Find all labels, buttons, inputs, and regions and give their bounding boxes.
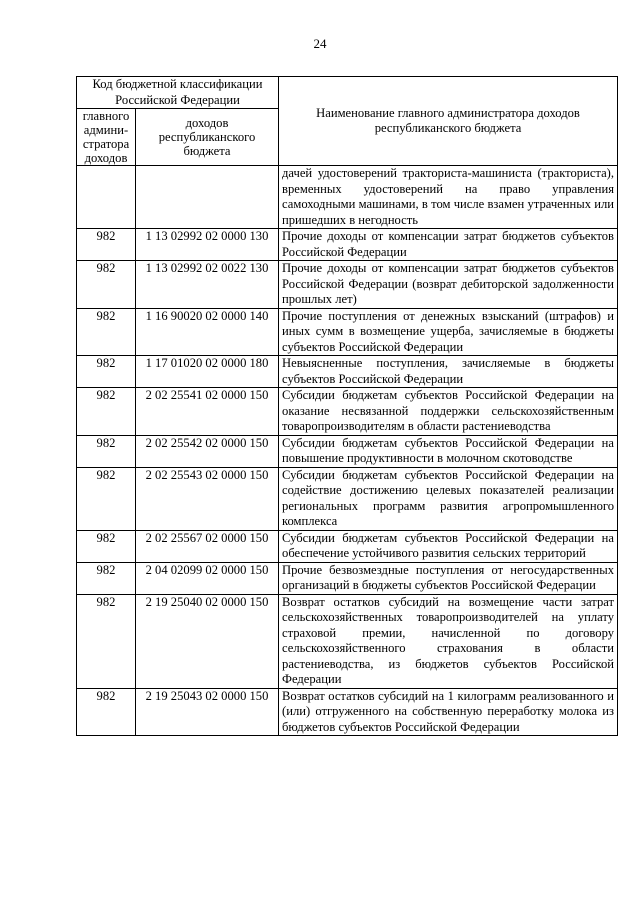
admin-cell: 982: [77, 467, 136, 530]
header-admin-column: главного админи-стратора доходов: [77, 109, 136, 166]
header-group-classification: Код бюджетной классификации Российской Федерации: [77, 77, 279, 109]
name-cell: Возврат остатков субсидий на 1 килограмм реализованного и (или) отгруженного на собственную переработку молока из бюджетов субъектов Российской Федерации: [279, 688, 618, 736]
name-cell: Возврат остатков субсидий на возмещение части затрат сельскохозяйственных товаропроизводителей на уплату страховой премии, начисленной по договору сельскохозяйственного страхования в области растениеводства, из бюджетов субъектов Российской Федерации: [279, 594, 618, 688]
code-cell: [136, 166, 279, 229]
table-row: [77, 435, 618, 467]
table-row: [77, 467, 618, 530]
code-cell: 1 13 02992 02 0000 130: [136, 229, 279, 261]
header-name-column: Наименование главного администратора доходов республиканского бюджета: [279, 77, 618, 166]
code-cell: 2 04 02099 02 0000 150: [136, 562, 279, 594]
name-cell-continuation: дачей удостоверений тракториста-машиниста (тракториста), временных удостоверений на право управления самоходными машинами, в том числе взамен утраченных или пришедших в негодность: [279, 166, 618, 229]
page-number: 24: [313, 36, 327, 51]
budget-classification-table: [76, 76, 618, 736]
table-row: [77, 530, 618, 562]
admin-cell: 982: [77, 356, 136, 388]
name-cell: Субсидии бюджетам субъектов Российской Федерации на повышение продуктивности в молочном скотоводстве: [279, 435, 618, 467]
admin-cell: 982: [77, 261, 136, 309]
admin-cell: 982: [77, 435, 136, 467]
admin-cell: 982: [77, 530, 136, 562]
admin-cell: [77, 166, 136, 229]
table-row-continuation: [77, 166, 618, 229]
table-row: [77, 356, 618, 388]
admin-cell: 982: [77, 688, 136, 736]
code-cell: 1 13 02992 02 0022 130: [136, 261, 279, 309]
name-cell: Прочие доходы от компенсации затрат бюджетов субъектов Российской Федерации (возврат дебиторской задолженности прошлых лет): [279, 261, 618, 309]
table-row: [77, 688, 618, 736]
name-cell: Невыясненные поступления, зачисляемые в бюджеты субъектов Российской Федерации: [279, 356, 618, 388]
code-cell: 1 17 01020 02 0000 180: [136, 356, 279, 388]
name-cell: Субсидии бюджетам субъектов Российской Федерации на оказание несвязанной поддержки сельскохозяйственным товаропроизводителям в области растениеводства: [279, 388, 618, 436]
admin-cell: 982: [77, 388, 136, 436]
admin-cell: 982: [77, 229, 136, 261]
table-row: [77, 261, 618, 309]
table-row: [77, 308, 618, 356]
code-cell: 2 02 25543 02 0000 150: [136, 467, 279, 530]
table-row: [77, 388, 618, 436]
admin-cell: 982: [77, 308, 136, 356]
code-cell: 1 16 90020 02 0000 140: [136, 308, 279, 356]
table-row: [77, 229, 618, 261]
table-row: [77, 562, 618, 594]
name-cell: Субсидии бюджетам субъектов Российской Федерации на обеспечение устойчивого развития сельских территорий: [279, 530, 618, 562]
code-cell: 2 19 25043 02 0000 150: [136, 688, 279, 736]
admin-cell: 982: [77, 562, 136, 594]
code-cell: 2 19 25040 02 0000 150: [136, 594, 279, 688]
code-cell: 2 02 25567 02 0000 150: [136, 530, 279, 562]
code-cell: 2 02 25542 02 0000 150: [136, 435, 279, 467]
admin-cell: 982: [77, 594, 136, 688]
code-cell: 2 02 25541 02 0000 150: [136, 388, 279, 436]
header-code-column: доходов республиканского бюджета: [136, 109, 279, 166]
name-cell: Прочие доходы от компенсации затрат бюджетов субъектов Российской Федерации: [279, 229, 618, 261]
name-cell: Прочие поступления от денежных взысканий (штрафов) и иных сумм в возмещение ущерба, зачисляемые в бюджеты субъектов Российской Федерации: [279, 308, 618, 356]
table-row: [77, 594, 618, 688]
name-cell: Субсидии бюджетам субъектов Российской Федерации на содействие достижению целевых показателей реализации региональных программ развития агропромышленного комплекса: [279, 467, 618, 530]
name-cell: Прочие безвозмездные поступления от негосударственных организаций в бюджеты субъектов Российской Федерации: [279, 562, 618, 594]
